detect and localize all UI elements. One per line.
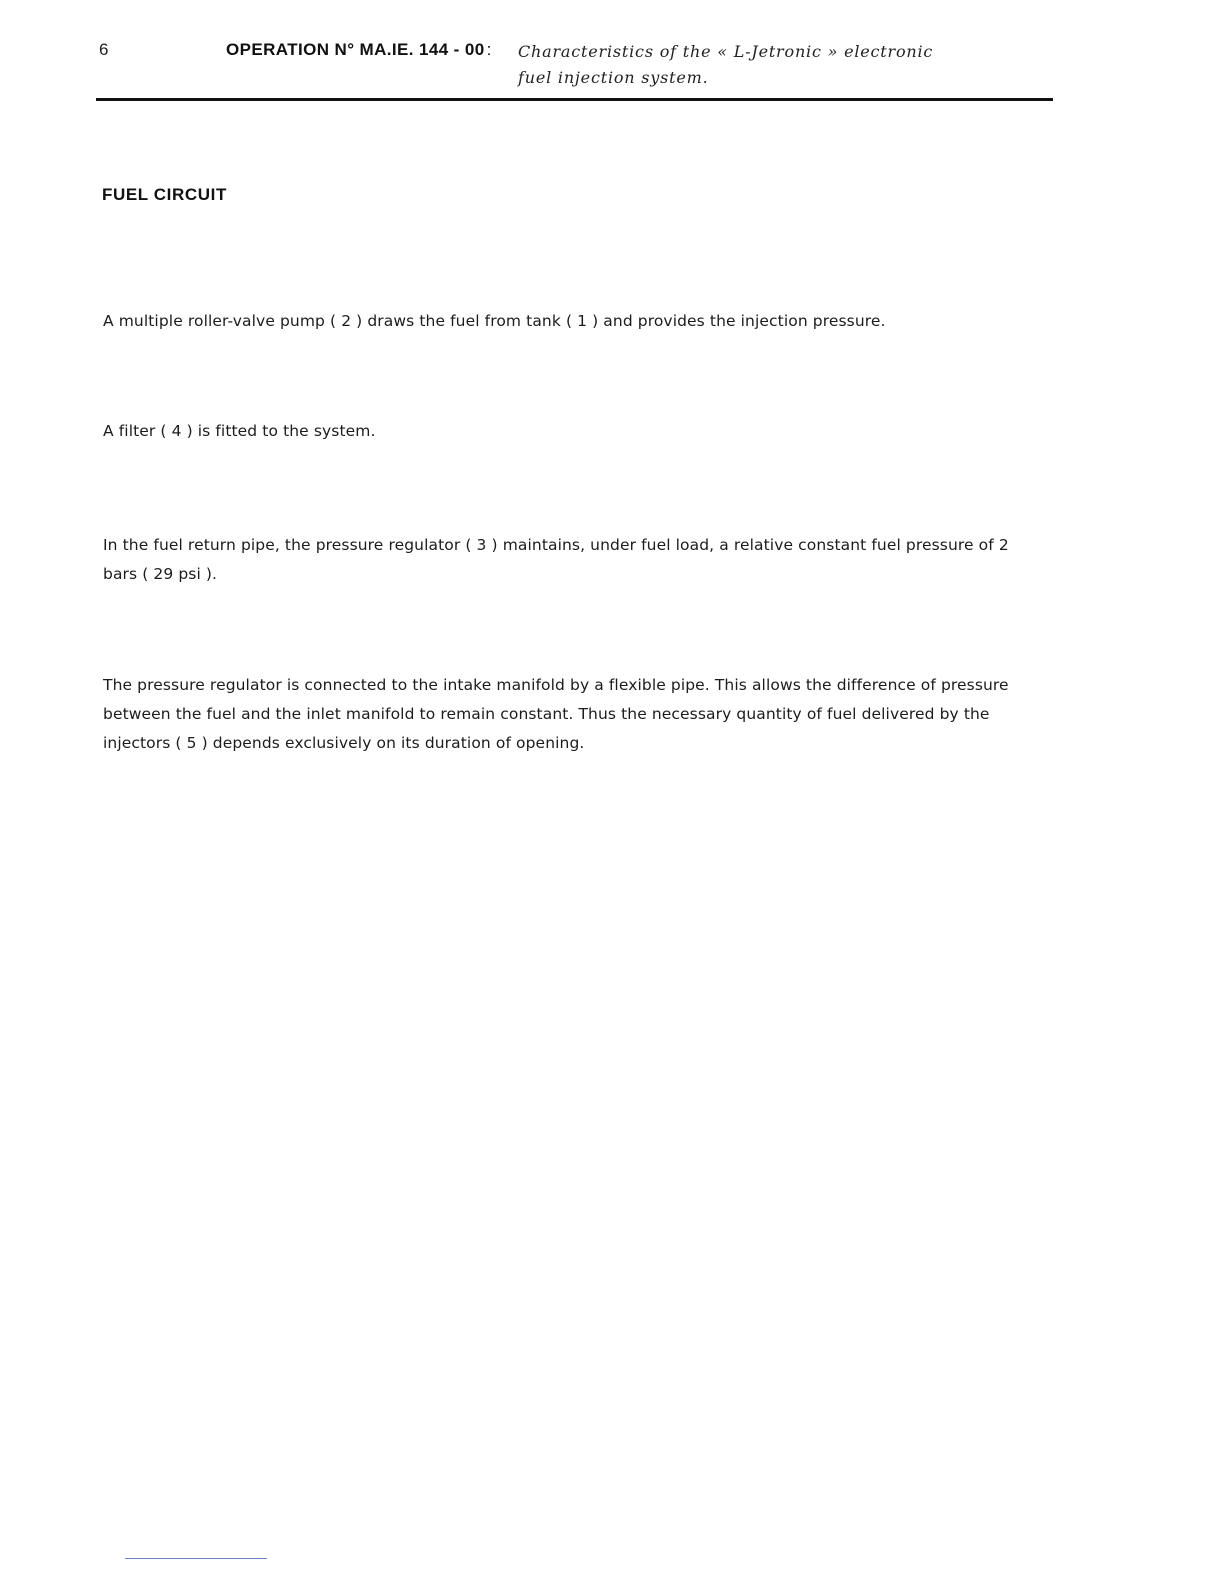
subject-line-1: Characteristics of the « L-Jetronic » electronic: [518, 42, 934, 61]
subject-line-2: fuel injection system.: [518, 68, 709, 87]
paragraph-pump: A multiple roller-valve pump ( 2 ) draws the fuel from tank ( 1 ) and provides the injection pressure.: [103, 312, 886, 330]
paragraph-pressure-regulator: In the fuel return pipe, the pressure regulator ( 3 ) maintains, under fuel load, a relative constant fuel pressure of 2 bars ( 29 psi ).: [103, 536, 1009, 583]
operation-number: [226, 40, 498, 60]
paragraph-filter: A filter ( 4 ) is fitted to the system.: [103, 422, 376, 440]
operation-code: OPERATION N° MA.IE. 144 - 00: [226, 40, 485, 59]
header-divider: [96, 98, 1053, 101]
footer-rule: [125, 1558, 267, 1559]
section-title: FUEL CIRCUIT: [102, 185, 227, 204]
page-number: 6: [99, 40, 109, 59]
paragraph-manifold-connection: The pressure regulator is connected to the intake manifold by a flexible pipe. This allows the difference of pressure between the fuel and the inlet manifold to remain constant. Thus the necessary quantity of fuel delivered by the injectors ( 5 ) depends exclusively on its duration of opening.: [103, 676, 1009, 752]
header-separator: :: [486, 40, 492, 59]
